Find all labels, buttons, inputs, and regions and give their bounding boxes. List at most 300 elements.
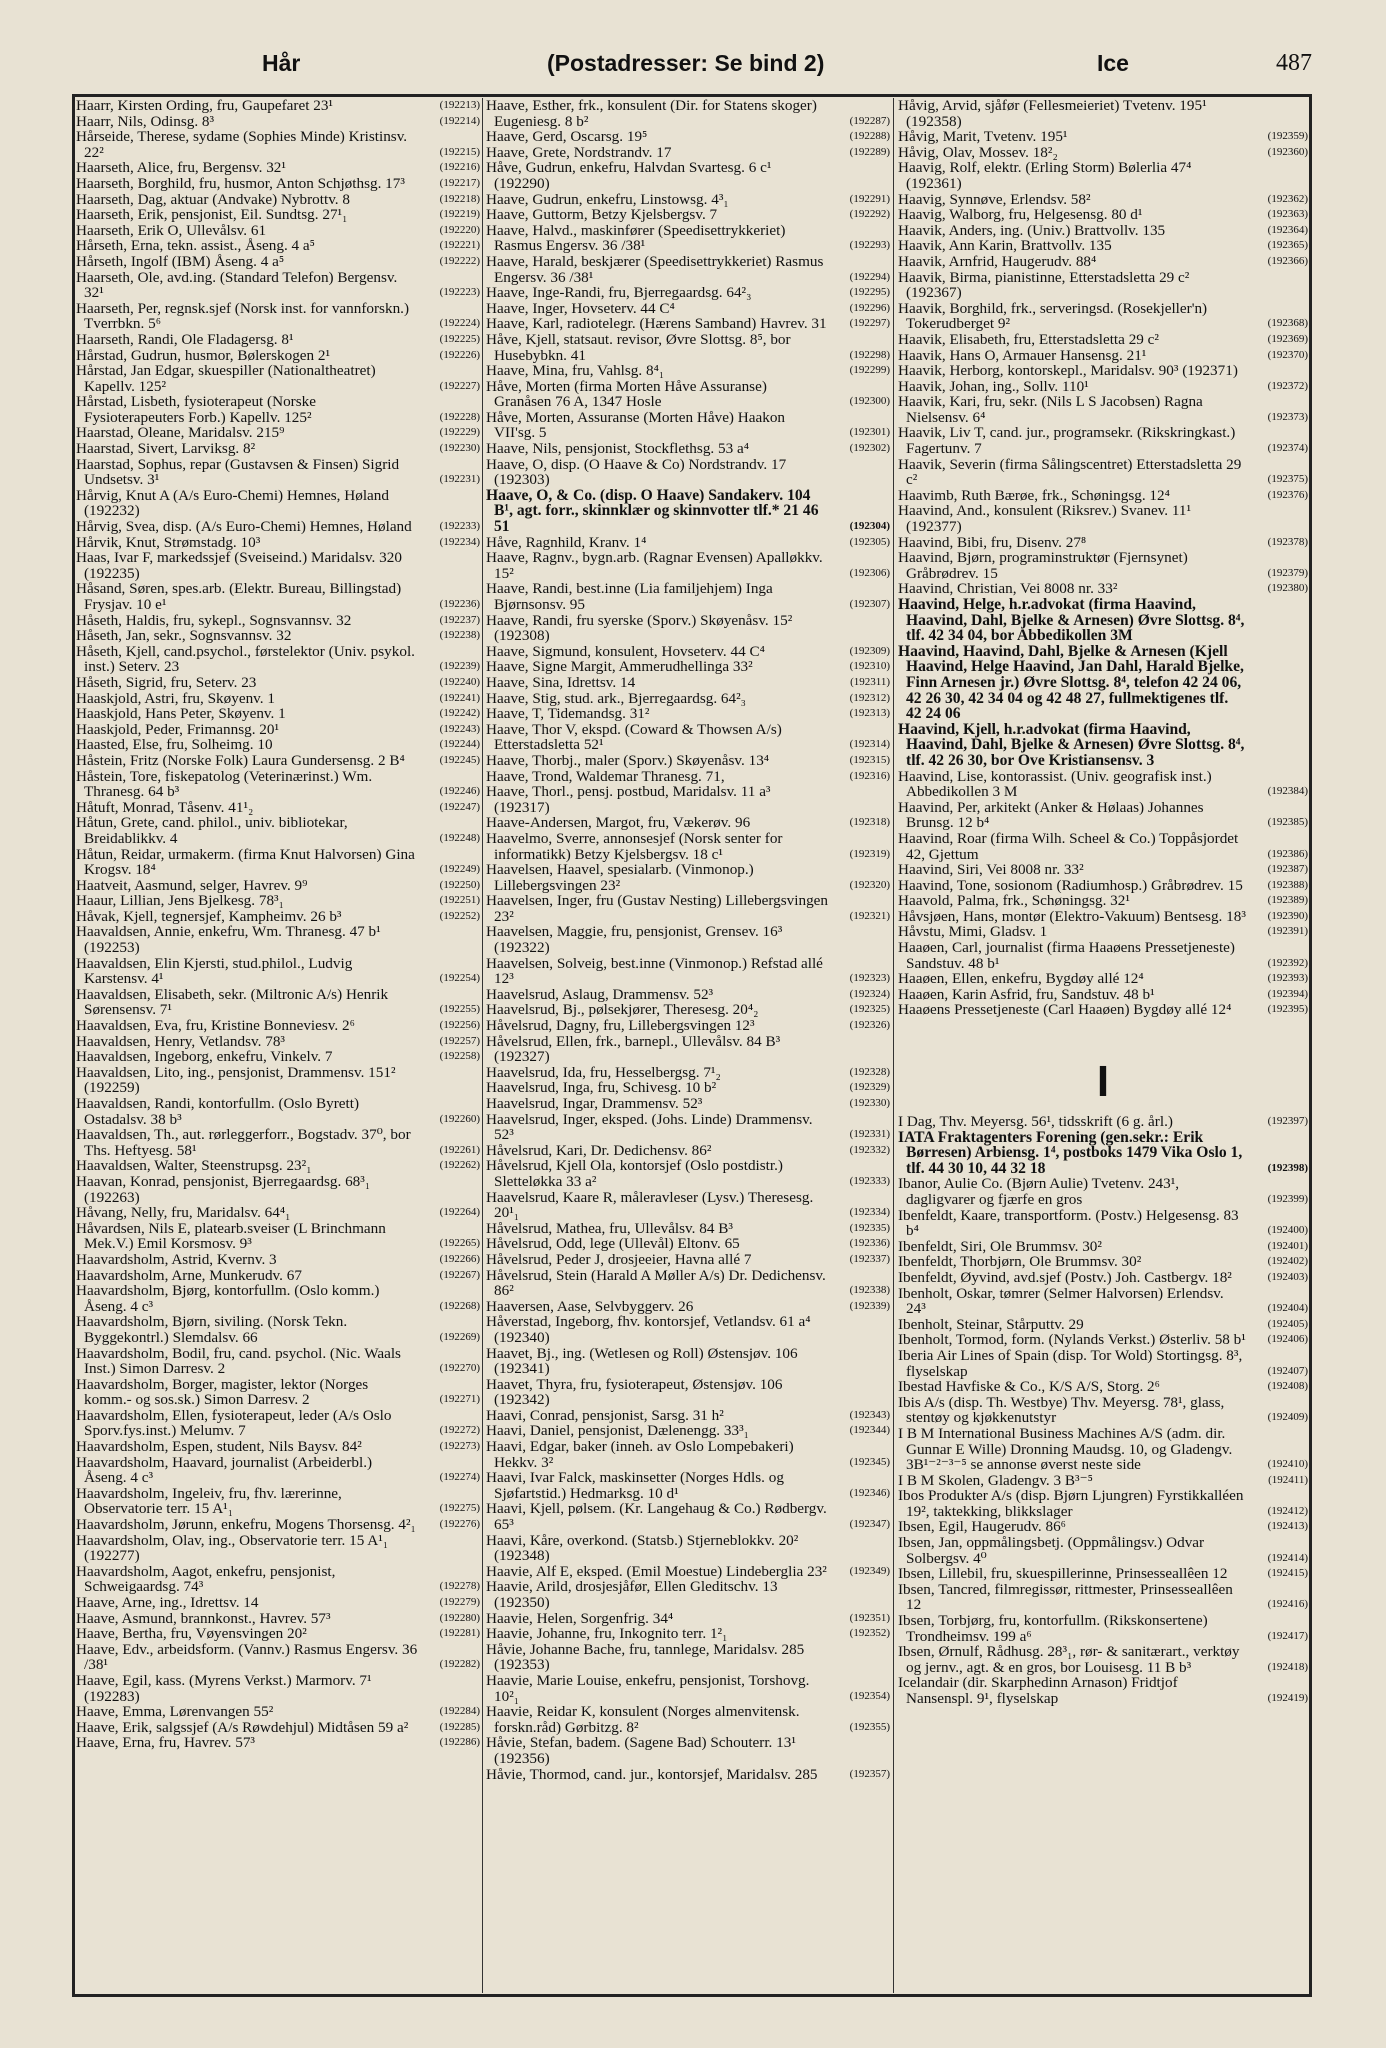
entry-text: Håvelsrud, Mathea, fru, Ullevålsv. 84 B³	[486, 1219, 733, 1237]
entry-text: Håvelsrud, Kari, Dr. Dedichensv. 86²	[486, 1141, 712, 1159]
entry-phone-number: (192214)	[439, 114, 480, 127]
entry-text: Haarstad, Sophus, repar (Gustavsen & Finsen) Sigrid Undsetsv. 3¹	[76, 455, 400, 489]
directory-entry	[486, 1096, 890, 1112]
directory-entry	[76, 98, 480, 114]
entry-phone-number: (192409)	[1267, 1411, 1308, 1424]
directory-entry	[898, 488, 1308, 504]
entry-text: Haave, Thorbj., maler (Sporv.) Skøyenåsv. 13⁴	[486, 751, 770, 769]
entry-phone-number: (192266)	[439, 1252, 480, 1265]
entry-text: Ibis A/s (disp. Th. Westbye) Thv. Meyersg. 78¹, glass, stentøy og kjøkkenutstyr	[898, 1393, 1225, 1427]
entry-text: Haarseth, Borghild, fru, husmor, Anton Schjøthsg. 17³	[76, 174, 405, 192]
directory-entry	[486, 457, 890, 488]
entry-text: Ibenfeldt, Thorbjørn, Ole Brummsv. 30²	[898, 1253, 1142, 1271]
directory-entry	[898, 971, 1308, 987]
directory-entry	[486, 1377, 890, 1408]
entry-phone-number: (192294)	[849, 270, 890, 283]
directory-entry	[486, 722, 890, 753]
directory-entry	[76, 675, 480, 691]
entry-phone-number: (192282)	[439, 1658, 480, 1671]
entry-text: Haave, Inger, Hovseterv. 44 C⁴	[486, 299, 675, 317]
entry-phone-number: (192375)	[1267, 473, 1308, 486]
entry-text: Haavind, Helge, h.r.advokat (firma Haavind, Haavind, Dahl, Bjelke & Arnesen) Øvre Slottsg. 8⁴, tlf. 42 34 04, bor Abbedikollen 3M	[898, 596, 1245, 645]
entry-phone-number: (192239)	[439, 660, 480, 673]
entry-phone-number: (192249)	[439, 863, 480, 876]
directory-entry	[898, 1473, 1308, 1489]
entry-phone-number: (192224)	[439, 317, 480, 330]
directory-entry	[76, 1158, 480, 1174]
entry-text: Haave, Halvd., maskinfører (Speedisettrykkeriet) Rasmus Engersv. 36 /38¹	[486, 221, 786, 255]
entry-text: Haarseth, Ole, avd.ing. (Standard Telefon) Bergensv. 32¹	[76, 268, 398, 302]
directory-entry	[486, 160, 890, 191]
entry-phone-number: (192229)	[439, 426, 480, 439]
directory-entry	[486, 441, 890, 457]
directory-entry	[486, 1299, 890, 1315]
directory-entry	[898, 254, 1308, 270]
directory-entry	[486, 893, 890, 924]
directory-entry	[76, 1174, 480, 1205]
directory-entry	[898, 379, 1308, 395]
entry-phone-number: (192280)	[439, 1611, 480, 1624]
entry-phone-number: (192221)	[439, 239, 480, 252]
entry-text: Ibsen, Torbjørg, fru, kontorfullm. (Rikskonsertene) Trondheimsv. 199 a⁶	[898, 1612, 1208, 1645]
entry-phone-number: (192226)	[439, 348, 480, 361]
entry-text: Haavind, And., konsulent (Riksrev.) Svanev. 11¹ (192377)	[898, 502, 1192, 536]
entry-text: Haave, Ragnv., bygn.arb. (Ragnar Evensen) Apalløkkv. 15²	[486, 549, 823, 582]
directory-entry	[898, 270, 1308, 301]
directory-entry	[486, 1236, 890, 1252]
entry-text: Haavelsrud, Inger, eksped. (Johs. Linde) Drammensv. 52³	[486, 1110, 813, 1144]
directory-entry	[76, 691, 480, 707]
entry-text: Haarseth, Erik O, Ullevålsv. 61	[76, 221, 267, 239]
directory-entry	[486, 207, 890, 223]
entry-phone-number: (192213)	[439, 99, 480, 111]
directory-entry	[898, 1002, 1308, 1018]
entry-phone-number: (192258)	[439, 1050, 480, 1063]
entry-phone-number: (192315)	[849, 753, 890, 766]
entry-text: Hårvig, Knut A (A/s Euro-Chemi) Hemnes, Høland (192232)	[76, 486, 389, 520]
entry-text: Håsand, Søren, spes.arb. (Elektr. Bureau, Billingstad) Frysjav. 10 e¹	[76, 580, 402, 613]
entry-phone-number: (192319)	[849, 847, 890, 860]
directory-entry	[898, 1239, 1308, 1255]
entry-phone-number: (192271)	[439, 1393, 480, 1406]
entry-text: Ibsen, Lillebil, fru, skuespillerinne, Prinsesseallêen 12	[898, 1565, 1228, 1583]
entry-text: Ibenfeldt, Siri, Ole Brummsv. 30²	[898, 1237, 1102, 1255]
entry-text: Håstein, Tore, fiskepatolog (Veterinærinst.) Wm. Thranesg. 64 b³	[76, 767, 373, 801]
directory-entry	[898, 644, 1308, 722]
entry-phone-number: (192217)	[439, 176, 480, 189]
entry-text: Håstein, Fritz (Norske Folk) Laura Gundersensg. 2 B⁴	[76, 751, 405, 769]
directory-entry	[486, 379, 890, 410]
entry-text: Hårseide, Therese, sydame (Sophies Minde) Kristinsv. 22²	[76, 128, 408, 161]
entry-text: Haavik, Kari, fru, sekr. (Nils L S Jacobsen) Ragna Nielsensv. 6⁴	[898, 393, 1203, 426]
entry-text: Ibenholt, Tormod, form. (Nylands Verkst.) Østerliv. 58 b¹	[898, 1331, 1246, 1349]
directory-entry	[76, 1673, 480, 1704]
entry-phone-number: (192416)	[1267, 1598, 1308, 1611]
entry-text: Haave, Gudrun, enkefru, Linstowsg. 4³₁	[486, 190, 729, 208]
entry-text: Haavind, Kjell, h.r.advokat (firma Haavind, Haavind, Dahl, Bjelke & Arnesen) Øvre Slottsg. 8⁴, tlf. 42 26 30, bor Ove Kristiansensv. 3	[898, 720, 1245, 769]
directory-entry	[76, 425, 480, 441]
column-divider	[893, 98, 894, 1993]
entry-text: Håvak, Kjell, tegnersjef, Kampheimv. 26 b³	[76, 907, 342, 925]
directory-entry	[76, 223, 480, 239]
entry-text: Haavelsrud, Kaare R, måleravleser (Lysv.) Theresesg. 20¹₁	[486, 1188, 814, 1222]
entry-phone-number: (192236)	[439, 598, 480, 610]
entry-phone-number: (192275)	[439, 1502, 480, 1515]
directory-entry	[76, 1065, 480, 1096]
directory-entry	[76, 722, 480, 738]
entry-text: Haavik, Severin (firma Sålingscentret) Etterstadsletta 29 c²	[898, 455, 1242, 489]
entry-text: Ibsen, Tancred, filmregissør, rittmester, Prinsesseallêen 12	[898, 1580, 1233, 1614]
directory-entry	[76, 1408, 480, 1439]
directory-entry	[898, 893, 1308, 909]
directory-entry	[898, 800, 1308, 831]
entry-text: Håve, Morten, Assuranse (Morten Håve) Haakon VII'sg. 5	[486, 408, 786, 442]
directory-entry	[486, 1564, 890, 1580]
entry-phone-number: (192398)	[1267, 1161, 1308, 1174]
directory-entry	[898, 581, 1308, 597]
entry-phone-number: (192250)	[439, 878, 480, 891]
directory-entry	[898, 394, 1308, 425]
entry-text: Haavik, Liv T, cand. jur., programsekr. (Rikskringkast.) Fagertunv. 7	[898, 424, 1236, 458]
entry-phone-number: (192227)	[439, 379, 480, 392]
entry-text: Haave-Andersen, Margot, fru, Vækerøv. 96	[486, 814, 751, 832]
directory-entry	[486, 316, 890, 332]
header-title: (Postadresser: Se bind 2)	[547, 50, 825, 76]
entry-text: Håseth, Jan, sekr., Sognsvannsv. 32	[76, 627, 292, 645]
entry-phone-number: (192324)	[849, 987, 890, 1000]
entry-phone-number: (192347)	[849, 1518, 890, 1531]
directory-entry	[898, 535, 1308, 551]
entry-text: Haave, Nils, pensjonist, Stockflethsg. 53 a⁴	[486, 440, 750, 458]
directory-entry	[486, 1626, 890, 1642]
directory-entry	[898, 301, 1308, 332]
entry-phone-number: (192265)	[439, 1237, 480, 1250]
directory-entry	[486, 1346, 890, 1377]
directory-entry	[76, 254, 480, 270]
directory-entry	[898, 1348, 1308, 1379]
entry-phone-number: (192289)	[849, 145, 890, 158]
entry-phone-number: (192338)	[849, 1284, 890, 1297]
directory-entry	[486, 535, 890, 551]
directory-entry	[76, 581, 480, 612]
entry-phone-number: (192326)	[849, 1019, 890, 1032]
directory-entry	[76, 270, 480, 301]
entry-phone-number: (192262)	[439, 1159, 480, 1172]
entry-text: Haarseth, Randi, Ole Fladagersg. 8¹	[76, 330, 294, 348]
entry-phone-number: (192351)	[849, 1611, 890, 1624]
directory-entry	[76, 1377, 480, 1408]
directory-entry	[486, 1034, 890, 1065]
entry-text: Icelandair (dir. Skarphedinn Arnason) Fridtjof Nansenspl. 9¹, flyselskap	[898, 1674, 1178, 1707]
entry-text: Haarr, Nils, Odinsg. 8³	[76, 112, 215, 130]
entry-phone-number: (192407)	[1267, 1364, 1308, 1377]
entry-phone-number: (192304)	[849, 520, 890, 533]
directory-entry	[486, 1112, 890, 1143]
entry-text: Haavardsholm, Espen, student, Nils Baysv. 84²	[76, 1438, 362, 1456]
directory-entry	[486, 1767, 890, 1783]
entry-phone-number: (192314)	[849, 738, 890, 751]
entry-text: Haavie, Arild, drosjesjåfør, Ellen Gleditschv. 13 (192350)	[486, 1578, 778, 1611]
directory-entry	[486, 410, 890, 441]
entry-phone-number: (192306)	[849, 566, 890, 579]
entry-phone-number: (192279)	[439, 1596, 480, 1608]
directory-entry	[898, 769, 1308, 800]
entry-text: Haave, Harald, beskjærer (Speedisettrykkeriet) Rasmus Engersv. 36 /38¹	[486, 252, 824, 286]
entry-text: Haavie, Helen, Sorgenfrig. 34⁴	[486, 1609, 674, 1627]
entry-phone-number: (192316)	[849, 769, 890, 782]
entry-text: Haaøen, Karin Asfrid, fru, Sandstuv. 48 b¹	[898, 985, 1155, 1003]
entry-text: Haavaldsen, Lito, ing., pensjonist, Drammensv. 151² (192259)	[76, 1063, 396, 1097]
entry-phone-number: (192268)	[439, 1299, 480, 1312]
directory-entry	[76, 176, 480, 192]
entry-text: Haavardsholm, Bodil, fru, cand. psychol. (Nic. Waals Inst.) Simon Darresv. 2	[76, 1344, 401, 1378]
directory-entry	[486, 581, 890, 612]
entry-text: Ibestad Havfiske & Co., K/S A/S, Storg. 2⁶	[898, 1378, 1160, 1396]
entry-phone-number: (192344)	[849, 1424, 890, 1437]
entry-text: Haavardsholm, Olav, ing., Observatorie terr. 15 A¹₁ (192277)	[76, 1531, 389, 1565]
entry-text: Haaskjold, Astri, fru, Skøyenv. 1	[76, 689, 275, 707]
entry-phone-number: (192400)	[1267, 1224, 1308, 1237]
entry-phone-number: (192219)	[439, 208, 480, 221]
entry-phone-number: (192234)	[439, 535, 480, 548]
directory-entry	[898, 940, 1308, 971]
directory-entry	[898, 1613, 1308, 1644]
directory-entry	[76, 706, 480, 722]
directory-entry	[76, 847, 480, 878]
entry-text: Håvelsrud, Dagny, fru, Lillebergsvingen 12³	[486, 1017, 755, 1035]
entry-text: Haave, Sigmund, konsulent, Hovseterv. 44 C⁴	[486, 642, 765, 660]
entry-text: Haavet, Bj., ing. (Wetlesen og Roll) Østensjøv. 106 (192341)	[486, 1344, 798, 1378]
entry-text: Haavik, Herborg, kontorskepl., Maridalsv. 90³ (192371)	[898, 362, 1238, 380]
directory-entry	[76, 1642, 480, 1673]
entry-phone-number: (192374)	[1267, 442, 1308, 455]
entry-phone-number: (192310)	[849, 660, 890, 673]
directory-entry	[486, 488, 890, 535]
directory-entry	[898, 1176, 1308, 1207]
directory-entry	[898, 924, 1308, 940]
entry-phone-number: (192354)	[849, 1689, 890, 1702]
entry-text: Haaskjold, Hans Peter, Skøyenv. 1	[76, 705, 286, 723]
directory-entry	[76, 1346, 480, 1377]
entry-phone-number: (192256)	[439, 1019, 480, 1032]
directory-entry	[76, 1720, 480, 1736]
entry-phone-number: (192370)	[1267, 348, 1308, 361]
entry-text: Hårstad, Gudrun, husmor, Bølerskogen 2¹	[76, 346, 331, 364]
entry-text: Haavelsrud, Ida, fru, Hesselbergsg. 7¹₂	[486, 1063, 721, 1081]
directory-entry	[76, 1221, 480, 1252]
entry-text: Haavik, Anders, ing. (Univ.) Brattvollv. 135	[898, 221, 1166, 239]
entry-text: Haavardsholm, Borger, magister, lektor (Norges komm.- og sos.sk.) Simon Darresv. 2	[76, 1375, 369, 1409]
entry-text: Haaøen, Carl, journalist (firma Haaøens Pressetjeneste) Sandstuv. 48 b¹	[898, 939, 1235, 972]
entry-text: Haavaldsen, Elisabeth, sekr. (Miltronic A/s) Henrik Sørensensv. 7¹	[76, 985, 389, 1019]
entry-text: Hårseth, Ingolf (IBM) Åseng. 4 a⁵	[76, 252, 285, 270]
entry-phone-number: (192405)	[1267, 1317, 1308, 1330]
directory-entry	[486, 862, 890, 893]
entry-phone-number: (192373)	[1267, 410, 1308, 423]
entry-phone-number: (192336)	[849, 1237, 890, 1250]
entry-text: Håvie, Stefan, badem. (Sagene Bad) Schouterr. 13¹ (192356)	[486, 1734, 796, 1767]
directory-entry	[76, 550, 480, 581]
directory-entry	[76, 1205, 480, 1221]
directory-entry	[76, 1595, 480, 1611]
entry-text: Haavind, Per, arkitekt (Anker & Hølaas) Johannes Brunsg. 12 b⁴	[898, 798, 1204, 832]
entry-phone-number: (192261)	[439, 1143, 480, 1156]
directory-entry	[898, 192, 1308, 208]
entry-phone-number: (192251)	[439, 894, 480, 907]
entry-phone-number: (192288)	[849, 130, 890, 143]
directory-entry	[486, 254, 890, 285]
directory-entry	[76, 1517, 480, 1533]
entry-text: Haave, Inge-Randi, fru, Bjerregaardsg. 64²₃	[486, 284, 752, 302]
entry-phone-number: (192394)	[1267, 987, 1308, 1000]
directory-entry	[486, 1314, 890, 1345]
entry-phone-number: (192243)	[439, 722, 480, 735]
entry-text: Håvardsen, Nils E, platearb.sveiser (L Brinchmann Mek.V.) Emil Korsmosv. 9³	[76, 1219, 386, 1253]
entry-text: Haavelsen, Maggie, fru, pensjonist, Grensev. 16³ (192322)	[486, 923, 783, 957]
entry-text: Håvig, Marit, Tvetenv. 195¹	[898, 128, 1068, 146]
entry-phone-number: (192247)	[439, 800, 480, 813]
directory-entry	[486, 1579, 890, 1610]
entry-phone-number: (192295)	[849, 286, 890, 299]
entry-text: Haavardsholm, Bjørg, kontorfullm. (Oslo komm.) Åseng. 4 c³	[76, 1282, 380, 1315]
entry-phone-number: (192245)	[439, 753, 480, 766]
directory-entry	[76, 192, 480, 208]
entry-phone-number: (192267)	[439, 1268, 480, 1281]
directory-entry	[76, 332, 480, 348]
entry-phone-number: (192312)	[849, 691, 890, 704]
directory-entry	[486, 129, 890, 145]
directory-entry	[486, 924, 890, 955]
directory-entry	[486, 1252, 890, 1268]
directory-entry	[486, 1673, 890, 1704]
entry-phone-number: (192237)	[439, 613, 480, 626]
entry-phone-number: (192286)	[439, 1736, 480, 1749]
entry-text: Haavaldsen, Annie, enkefru, Wm. Thranesg. 47 b¹ (192253)	[76, 923, 381, 957]
directory-entry	[898, 207, 1308, 223]
entry-text: Ibanor, Aulie Co. (Bjørn Aulie) Tvetenv. 243¹, dagligvarer og fjærfe en gros	[898, 1175, 1180, 1208]
entry-phone-number: (192257)	[439, 1034, 480, 1047]
directory-entry	[486, 223, 890, 254]
entry-phone-number: (192391)	[1267, 925, 1308, 938]
entry-text: Håvig, Arvid, sjåfør (Fellesmeieriet) Tvetenv. 195¹ (192358)	[898, 98, 1207, 130]
column-3	[898, 98, 1308, 1993]
entry-phone-number: (192364)	[1267, 223, 1308, 236]
directory-entry	[486, 675, 890, 691]
entry-text: Håvang, Nelly, fru, Maridalsv. 64⁴₁	[76, 1204, 291, 1222]
entry-phone-number: (192218)	[439, 192, 480, 205]
directory-entry	[76, 987, 480, 1018]
entry-phone-number: (192238)	[439, 629, 480, 642]
entry-phone-number: (192392)	[1267, 956, 1308, 969]
entry-text: Haavik, Elisabeth, fru, Etterstadsletta 29 c²	[898, 330, 1159, 348]
entry-phone-number: (192380)	[1267, 582, 1308, 595]
entry-phone-number: (192360)	[1267, 145, 1308, 158]
entry-text: Haarstad, Sivert, Larviksg. 8²	[76, 440, 256, 458]
entry-phone-number: (192252)	[439, 909, 480, 922]
entry-phone-number: (192388)	[1267, 878, 1308, 891]
directory-entry	[486, 1439, 890, 1470]
entry-phone-number: (192408)	[1267, 1380, 1308, 1393]
directory-entry	[486, 1470, 890, 1501]
directory-entry	[486, 815, 890, 831]
entry-text: Hårvik, Knut, Strømstadg. 10³	[76, 533, 261, 551]
entry-text: Haavind, Bjørn, programinstruktør (Fjernsynet) Gråbrødrev. 15	[898, 549, 1188, 582]
entry-text: Iberia Air Lines of Spain (disp. Tor Wold) Stortingsg. 8³, flyselskap	[898, 1346, 1243, 1380]
entry-text: Haavik, Arnfrid, Haugerudv. 88⁴	[898, 252, 1097, 270]
directory-entry	[898, 238, 1308, 254]
entry-phone-number: (192345)	[849, 1455, 890, 1468]
entry-text: Haarseth, Alice, fru, Bergensv. 32¹	[76, 159, 286, 177]
entry-phone-number: (192372)	[1267, 379, 1308, 392]
directory-entry	[898, 831, 1308, 862]
directory-entry	[486, 332, 890, 363]
entry-text: Haavelsen, Solveig, best.inne (Vinmonop.) Refstad allé 12³	[486, 954, 823, 988]
entry-phone-number: (192220)	[439, 223, 480, 236]
entry-phone-number: (192260)	[439, 1112, 480, 1125]
directory-entry	[76, 909, 480, 925]
directory-entry	[76, 1439, 480, 1455]
entry-text: Håve, Ragnhild, Kranv. 1⁴	[486, 533, 647, 551]
directory-entry	[486, 784, 890, 815]
entry-phone-number: (192231)	[439, 473, 480, 486]
directory-entry	[76, 1034, 480, 1050]
entry-phone-number: (192417)	[1267, 1629, 1308, 1642]
entry-text: Haavik, Hans O, Armauer Hansensg. 21¹	[898, 346, 1147, 364]
directory-entry	[486, 1423, 890, 1439]
entry-text: Haavimb, Ruth Bærøe, frk., Schøningsg. 12⁴	[898, 486, 1170, 504]
directory-entry	[76, 815, 480, 846]
entry-phone-number: (192362)	[1267, 192, 1308, 205]
header-right-word: Ice	[1097, 50, 1129, 76]
entry-text: Haavardsholm, Bjørn, siviling. (Norsk Tekn. Byggekontrl.) Slemdalsv. 66	[76, 1313, 348, 1346]
directory-entry	[486, 98, 890, 129]
directory-entry	[486, 1190, 890, 1221]
directory-entry	[898, 98, 1308, 129]
entry-text: Haatveit, Aasmund, selger, Havrev. 9⁹	[76, 876, 308, 894]
entry-text: Håve, Kjell, statsaut. revisor, Øvre Slottsg. 8⁵, bor Husebybkn. 41	[486, 330, 791, 364]
entry-text: Haavind, Haavind, Dahl, Bjelke & Arnesen (Kjell Haavind, Helge Haavind, Jan Dahl, Harald Bjelke, Finn Arnesen jr.) Øvre Slottsg. 8⁴, telefon 42 24 06, 42 26 30, 42 34 04 og 42 48 27, fullmektigenes tlf. 42 24 06	[898, 642, 1244, 723]
directory-entry	[76, 363, 480, 394]
directory-entry	[76, 628, 480, 644]
entry-phone-number: (192311)	[850, 675, 890, 688]
directory-entry	[486, 1143, 890, 1159]
directory-entry	[76, 1252, 480, 1268]
directory-entry	[76, 1735, 480, 1751]
entry-text: Haave, Trond, Waldemar Thranesg. 71,	[486, 767, 725, 785]
entry-text: Håtuft, Monrad, Tåsenv. 41¹₂	[76, 798, 254, 816]
entry-phone-number: (192323)	[849, 972, 890, 985]
entry-phone-number: (192299)	[849, 364, 890, 377]
entry-text: Hårseth, Erna, tekn. assist., Åseng. 4 a⁵	[76, 237, 315, 255]
directory-entry	[486, 285, 890, 301]
entry-text: Haavaldsen, Eva, fru, Kristine Bonneviesv. 2⁶	[76, 1017, 355, 1035]
entry-phone-number: (192246)	[439, 785, 480, 798]
entry-text: Haave, T, Tidemandsg. 31²	[486, 705, 650, 723]
entry-text: Ibenfeldt, Kaare, transportform. (Postv.) Helgesensg. 83 b⁴	[898, 1206, 1239, 1240]
entry-phone-number: (192272)	[439, 1424, 480, 1437]
entry-phone-number: (192254)	[439, 972, 480, 985]
directory-entry	[898, 1270, 1308, 1286]
entry-text: Haavi, Edgar, baker (inneh. av Oslo Lompebakeri) Hekkv. 3²	[486, 1438, 794, 1471]
directory-entry	[898, 1644, 1308, 1675]
entry-phone-number: (192404)	[1267, 1302, 1308, 1315]
entry-text: Håvie, Johanne Bache, fru, tannlege, Maridalsv. 285 (192353)	[486, 1640, 805, 1674]
entry-phone-number: (192333)	[849, 1174, 890, 1187]
entry-text: Haavaldsen, Th., aut. rørleggerforr., Bogstadv. 37⁰, bor Ths. Heftyesg. 58¹	[76, 1126, 411, 1159]
directory-entry	[486, 1704, 890, 1735]
entry-text: Haavelsrud, Aslaug, Drammensv. 52³	[486, 985, 714, 1003]
entry-text: Haaøens Pressetjeneste (Carl Haaøen) Bygdøy allé 12⁴	[898, 1001, 1232, 1019]
